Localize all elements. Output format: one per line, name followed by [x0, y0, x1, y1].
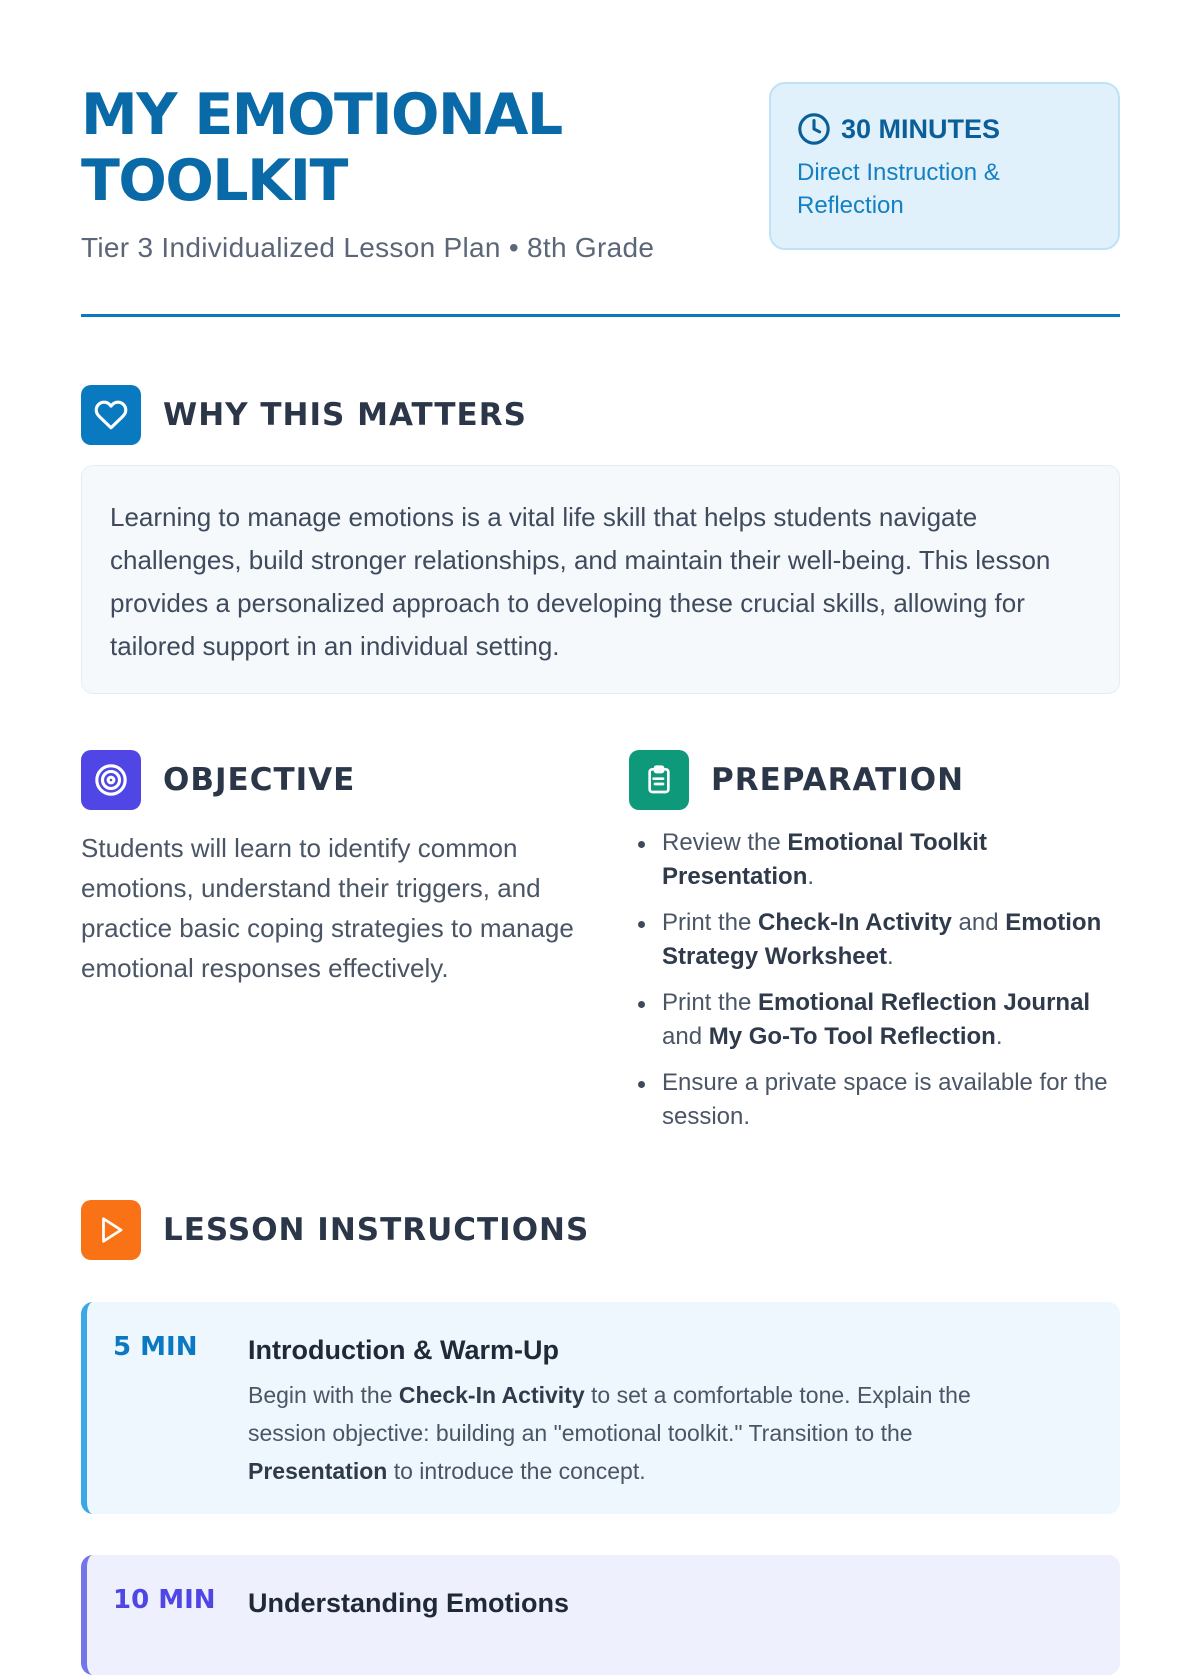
step-text: Begin with the Check-In Activity to set a comfortable tone. Explain the session objective: building an "emotional toolkit." Transition to the Presentation to introduce the concept. [248, 1382, 971, 1484]
why-box [81, 465, 1120, 694]
duration-desc-line-1: Direct Instruction & [797, 159, 1000, 186]
why-title: WHY THIS MATTERS [163, 397, 527, 433]
lesson-section-heading [81, 1200, 589, 1260]
title-line-2: TOOLKIT [81, 148, 347, 214]
list-item: Ensure a private space is available for the session. [629, 1066, 1120, 1134]
clipboard-icon [629, 750, 689, 810]
duration-description [797, 156, 1092, 222]
why-text: Learning to manage emotions is a vital life skill that helps students navigate challenges, build stronger relationships, and maintain their well-being. This lesson provides a personalized approach to developing these crucial skills, allowing for tailored support in an individual setting. [110, 502, 1051, 661]
header-divider [81, 314, 1120, 317]
step-time: 5 MIN [113, 1332, 198, 1362]
objective-title: OBJECTIVE [163, 762, 356, 798]
title-line-1: MY EMOTIONAL [81, 82, 562, 148]
duration-row [797, 112, 1092, 146]
lesson-step [81, 1302, 1120, 1514]
why-section-heading [81, 385, 527, 445]
preparation-list [629, 826, 1120, 1146]
duration-label: 30 MINUTES [841, 113, 1001, 144]
page-title [81, 82, 562, 214]
step-title: Introduction & Warm-Up [248, 1335, 559, 1365]
list-item: Print the Check-In Activity and Emotion Strategy Worksheet. [629, 906, 1120, 974]
list-item: Review the Emotional Toolkit Presentation. [629, 826, 1120, 894]
page-subtitle: Tier 3 Individualized Lesson Plan • 8th Grade [81, 232, 655, 263]
heart-icon [81, 385, 141, 445]
preparation-section-heading [629, 750, 964, 810]
step-body [248, 1585, 1048, 1621]
objective-section-heading [81, 750, 355, 810]
clock-icon [797, 112, 831, 146]
step-body [248, 1332, 1048, 1490]
list-item: Print the Emotional Reflection Journal and My Go-To Tool Reflection. [629, 986, 1120, 1054]
play-icon [81, 1200, 141, 1260]
duration-card [769, 82, 1120, 250]
lesson-step [81, 1555, 1120, 1675]
header [81, 82, 1120, 316]
preparation-title: PREPARATION [711, 762, 965, 798]
lesson-title: LESSON INSTRUCTIONS [163, 1212, 590, 1248]
objective-text: Students will learn to identify common emotions, understand their triggers, and practice basic coping strategies to manage emotional responses effectively. [81, 833, 574, 983]
duration-desc-line-2: Reflection [797, 192, 904, 219]
target-icon [81, 750, 141, 810]
step-title: Understanding Emotions [248, 1588, 570, 1618]
step-time: 10 MIN [113, 1585, 216, 1615]
